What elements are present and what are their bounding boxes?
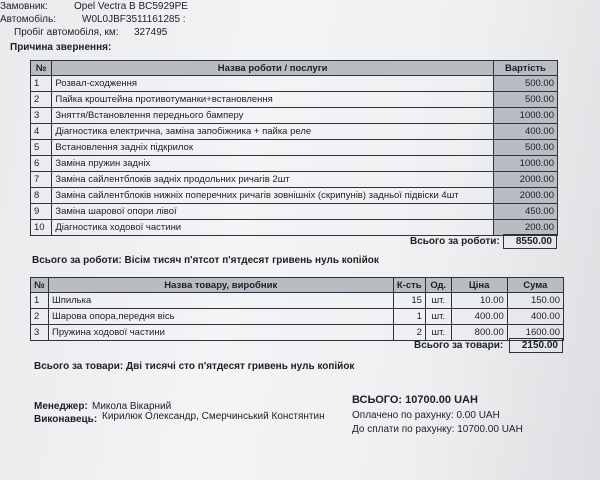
work-name: Пайка кроштейна противотуманки+встановлення <box>52 92 494 108</box>
executor-label: Виконавець: <box>34 414 98 425</box>
reason-label: Причина звернення: <box>10 42 112 53</box>
work-row <box>31 76 558 92</box>
goods-name: Шпилька <box>48 293 393 309</box>
goods-col-price: Ціна <box>451 278 507 293</box>
work-no: 3 <box>31 108 52 124</box>
goods-row <box>31 325 564 341</box>
work-row <box>31 172 558 188</box>
goods-row <box>31 293 564 309</box>
works-col-no: № <box>31 61 52 76</box>
car-value: W0L0JBF3511161285 : <box>82 14 186 25</box>
work-name: Зняття/Встановлення переднього бамперу <box>52 108 494 124</box>
work-no: 1 <box>31 76 52 92</box>
work-name: Заміна пружин задніх <box>52 156 494 172</box>
work-no: 4 <box>31 124 52 140</box>
goods-unit: шт. <box>425 293 451 309</box>
goods-total-value: 2150.00 <box>509 338 563 353</box>
work-price: 1000.00 <box>493 156 557 172</box>
work-row <box>31 156 558 172</box>
works-col-price: Вартість <box>493 61 557 76</box>
paid-amount: Оплачено по рахунку: 0.00 UAH <box>352 410 500 421</box>
mileage-value: 327495 <box>134 27 168 38</box>
work-name: Встановлення задніх підкрилок <box>52 140 494 156</box>
work-price: 1000.00 <box>493 108 557 124</box>
goods-total-words: Всього за товари: Дві тисячі сто п'ятдесят гривень нуль копійок <box>34 361 355 372</box>
work-row <box>31 140 558 156</box>
work-name: Заміна шарової опори лівої <box>52 204 494 220</box>
manager-label: Менеджер: <box>34 401 88 412</box>
mileage-label: Пробіг автомобіля, км: <box>14 27 119 38</box>
work-name: Діагностика електрична, заміна запобіжника + пайка реле <box>52 124 494 140</box>
goods-qty: 15 <box>393 293 425 309</box>
goods-qty: 2 <box>393 325 425 341</box>
goods-sum: 150.00 <box>507 293 563 309</box>
work-row <box>31 92 558 108</box>
goods-table <box>30 277 564 341</box>
work-name: Заміна сайлентблоків нижніх поперечних ричагів зовнішніх (скрипунів) задньої підвіски 4шт <box>52 188 494 204</box>
work-name: Діагностика ходової частини <box>52 220 494 236</box>
work-no: 8 <box>31 188 52 204</box>
work-price: 2000.00 <box>493 172 557 188</box>
work-row <box>31 188 558 204</box>
goods-sum: 400.00 <box>507 309 563 325</box>
goods-no: 2 <box>31 309 49 325</box>
work-price: 450.00 <box>493 204 557 220</box>
goods-unit: шт. <box>425 309 451 325</box>
work-price: 200.00 <box>493 220 557 236</box>
work-price: 400.00 <box>493 124 557 140</box>
goods-col-no: № <box>31 278 49 293</box>
goods-col-unit: Од. <box>425 278 451 293</box>
work-name: Заміна сайлентблоків задніх продольних ричагів 2шт <box>52 172 494 188</box>
works-total-value: 8550.00 <box>503 234 557 249</box>
works-table <box>30 60 558 236</box>
work-row <box>31 220 558 236</box>
work-no: 9 <box>31 204 52 220</box>
goods-col-qty: К-сть <box>393 278 425 293</box>
goods-col-name: Назва товару, виробник <box>48 278 393 293</box>
goods-no: 1 <box>31 293 49 309</box>
work-no: 5 <box>31 140 52 156</box>
goods-col-sum: Сума <box>507 278 563 293</box>
work-price: 500.00 <box>493 76 557 92</box>
work-no: 2 <box>31 92 52 108</box>
works-total-label: Всього за роботи: <box>410 236 500 247</box>
goods-row <box>31 309 564 325</box>
goods-sum: 1600.00 <box>507 325 563 341</box>
work-price: 500.00 <box>493 92 557 108</box>
works-total-words: Всього за роботи: Вісім тисяч п'ятсот п'ятдесят гривень нуль копійок <box>32 255 379 266</box>
goods-qty: 1 <box>393 309 425 325</box>
work-name: Розвал-сходження <box>52 76 494 92</box>
work-row <box>31 108 558 124</box>
work-no: 6 <box>31 156 52 172</box>
goods-price: 800.00 <box>451 325 507 341</box>
grand-total: ВСЬОГО: 10700.00 UAH <box>352 394 478 406</box>
goods-name: Шарова опора,передня вісь <box>48 309 393 325</box>
customer-value: Opel Vectra B BC5929PE <box>74 1 188 12</box>
customer-label: Замовник: <box>0 1 48 12</box>
executor-value: Кирилюк Олександр, Смерчинський Констянтин <box>102 411 325 422</box>
work-price: 500.00 <box>493 140 557 156</box>
car-label: Автомобіль: <box>0 14 57 25</box>
goods-price: 10.00 <box>451 293 507 309</box>
work-row <box>31 124 558 140</box>
goods-unit: шт. <box>425 325 451 341</box>
to-pay-amount: До сплати по рахунку: 10700.00 UAH <box>352 424 523 435</box>
work-row <box>31 204 558 220</box>
goods-name: Пружина ходової частини <box>48 325 393 341</box>
goods-price: 400.00 <box>451 309 507 325</box>
work-no: 10 <box>31 220 52 236</box>
goods-total-label: Всього за товари: <box>414 340 504 351</box>
goods-no: 3 <box>31 325 49 341</box>
work-price: 2000.00 <box>493 188 557 204</box>
works-col-name: Назва роботи / послуги <box>52 61 494 76</box>
manager-value: Микола Вікарний <box>92 401 172 412</box>
work-no: 7 <box>31 172 52 188</box>
